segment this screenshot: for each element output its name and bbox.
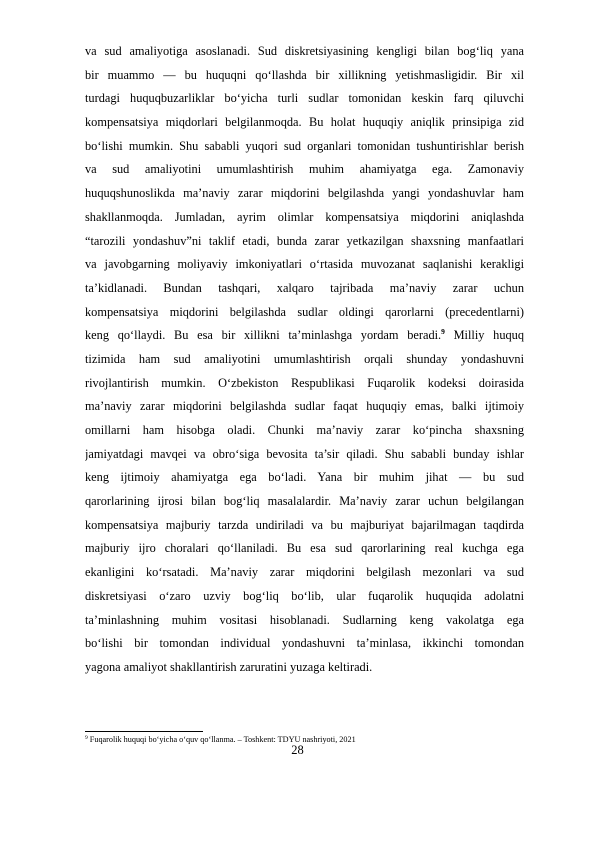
text-line: ekanligini ko‘rsatadi. Ma’naviy zarar miqdorini belgilash mezonlari va sud	[85, 565, 524, 580]
text-line: rivojlantirish mumkin. O‘zbekiston Respublikasi Fuqarolik kodeksi doirasida	[85, 375, 524, 390]
text-line: bo‘lishi bir tomondan individual yondashuvni ta’minlasa, ikkinchi tomondan	[85, 636, 524, 651]
footnote-reference[interactable]: 9	[441, 327, 445, 337]
text-line: kompensatsiya miqdorlari belgilanmoqda. Bu holat huquqiy aniqlik prinsipiga zid	[85, 115, 524, 130]
text-line-with-footnote-ref	[85, 324, 524, 348]
text-line: qarorlarining ijrosi bilan bog‘liq masalalardir. Ma’naviy zarar uchun belgilangan	[85, 494, 524, 509]
text-line: ta’minlashning muhim vositasi hisoblanadi. Sudlarning keng vakolatga ega	[85, 612, 524, 627]
text-line-segment: Milliy huquq	[444, 328, 524, 343]
text-line: keng ijtimoiy ahamiyatga ega bo‘ladi. Yana bir muhim jihat — bu sud	[85, 470, 524, 485]
text-line: ma’naviy zarar miqdorini belgilashda sudlar faqat huquqiy emas, balki ijtimoiy	[85, 399, 524, 414]
text-line: majburiy ijro choralari qo‘llaniladi. Bu esa sud qarorlarining real kuchga ega	[85, 541, 524, 556]
text-line: diskretsiyasi o‘zaro uzviy bog‘liq bo‘lib, ular fuqarolik huquqida adolatni	[85, 588, 524, 603]
text-line: va javobgarning moliyaviy imkoniyatlari o‘rtasida muvozanat saqlanishi kerakligi	[85, 257, 524, 272]
text-line: kompensatsiya majburiy tarzda undiriladi va bu majburiyat bajarilmagan taqdirda	[85, 517, 524, 532]
text-line: omillarni ham hisobga oladi. Chunki ma’naviy zarar ko‘pincha shaxsning	[85, 423, 524, 437]
text-line: bir muammo — bu huquqni qo‘llashda bir xillikning yetishmasligidir. Bir xil	[85, 67, 524, 82]
text-line: bo‘lishi mumkin. Shu sababli yuqori sud organlari tomonidan tushuntirishlar berish	[85, 138, 524, 153]
text-line: jamiyatdagi mavqei va obro‘siga bevosita ta’sir qiladi. Shu sababli bunday ishlar	[85, 446, 524, 461]
page-number: 28	[291, 743, 304, 757]
footnote-separator	[85, 731, 203, 732]
text-line: va sud amaliyotiga asoslanadi. Sud diskretsiyasining kengligi bilan bog‘liq yana	[85, 44, 524, 58]
footnote-text: Fuqarolik huquqi bo‘yicha o‘quv qo‘llanma. – Toshkent: TDYU nashriyoti, 2021	[87, 735, 356, 744]
body-paragraph	[85, 40, 524, 680]
text-line: turdagi huquqbuzarliklar bo‘yicha turli sudlar tomonidan keskin farq qiluvchi	[85, 91, 524, 106]
text-line: tizimida ham sud amaliyotini umumlashtirish orqali shunday yondashuvni	[85, 351, 524, 366]
footnote-marker: 9	[85, 735, 88, 741]
text-line: huquqshunoslikda ma’naviy zarar miqdorini belgilashda yangi yondashuvlar ham	[85, 186, 524, 201]
text-line: shakllanmoqda. Jumladan, ayrim olimlar kompensatsiya miqdorini aniqlashda	[85, 209, 524, 224]
text-line: kompensatsiya miqdorini belgilashda sudlar oldingi qarorlarni (precedentlarni)	[85, 304, 524, 319]
text-line: va sud amaliyotini umumlashtirish muhim ahamiyatga ega. Zamonaviy	[85, 162, 524, 177]
text-line-last: yagona amaliyot shakllantirish zaruratini yuzaga keltiradi.	[85, 659, 373, 674]
text-line-segment: keng qo‘llaydi. Bu esa bir xillikni ta’minlashga yordam beradi.	[85, 328, 442, 343]
text-line: “tarozili yondashuv”ni taklif etadi, bunda zarar yetkazilgan shaxsning manfaatlari	[85, 233, 524, 248]
text-line: ta’kidlanadi. Bundan tashqari, xalqaro tajribada ma’naviy zarar uchun	[85, 280, 524, 295]
